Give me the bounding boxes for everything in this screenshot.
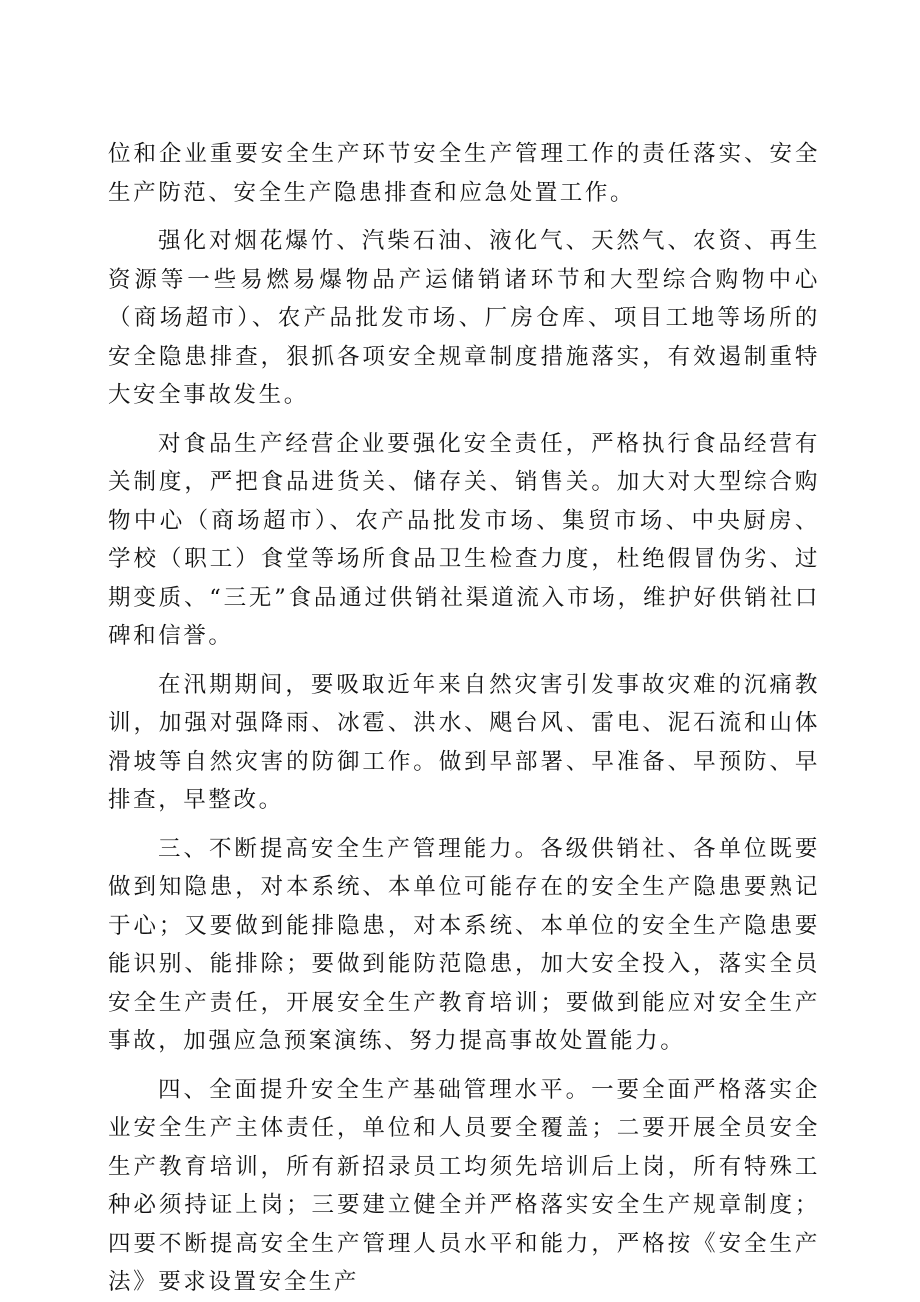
paragraph-continuation: 位和企业重要安全生产环节安全生产管理工作的责任落实、安全生产防范、安全生产隐患排查和应急处置工作。	[108, 141, 820, 206]
paragraph-flood-season: 在汛期期间，要吸取近年来自然灾害引发事故灾难的沉痛教训，加强对强降雨、冰雹、洪水、飓台风、雷电、泥石流和山体滑坡等自然灾害的防御工作。做到早部署、早准备、早预防、早排查，早整改。	[108, 671, 820, 813]
document-page	[108, 135, 820, 1302]
paragraph-section-four: 四、全面提升安全生产基础管理水平。一要全面严格落实企业安全生产主体责任，单位和人员要全覆盖；二要开展全员安全生产教育培训，所有新招录员工均须先培训后上岗，所有特殊工种必须持证上岗；三要建立健全并严格落实安全生产规章制度；四要不断提高安全生产管理人员水平和能力，严格按《安全生产法》要求设置安全生产	[108, 1076, 820, 1295]
paragraph-hazard-inspection: 强化对烟花爆竹、汽柴石油、液化气、天然气、农资、再生资源等一些易燃易爆物品产运储销诸环节和大型综合购物中心（商场超市）、农产品批发市场、厂房仓库、项目工地等场所的安全隐患排查，狠抓各项安全规章制度措施落实，有效遏制重特大安全事故发生。	[108, 228, 820, 408]
paragraph-food-safety: 对食品生产经营企业要强化安全责任，严格执行食品经营有关制度，严把食品进货关、储存关、销售关。加大对大型综合购物中心（商场超市）、农产品批发市场、集贸市场、中央厨房、学校（职工）食堂等场所食品卫生检查力度，杜绝假冒伪劣、过期变质、“三无”食品通过供销社渠道流入市场，维护好供销社口碑和信誉。	[108, 430, 820, 649]
paragraph-section-three: 三、不断提高安全生产管理能力。各级供销社、各单位既要做到知隐患，对本系统、本单位可能存在的安全生产隐患要熟记于心；又要做到能排隐患，对本系统、本单位的安全生产隐患要能识别、能排除；要做到能防范隐患，加大安全投入，落实全员安全生产责任，开展安全生产教育培训；要做到能应对安全生产事故，加强应急预案演练、努力提高事故处置能力。	[108, 835, 820, 1054]
